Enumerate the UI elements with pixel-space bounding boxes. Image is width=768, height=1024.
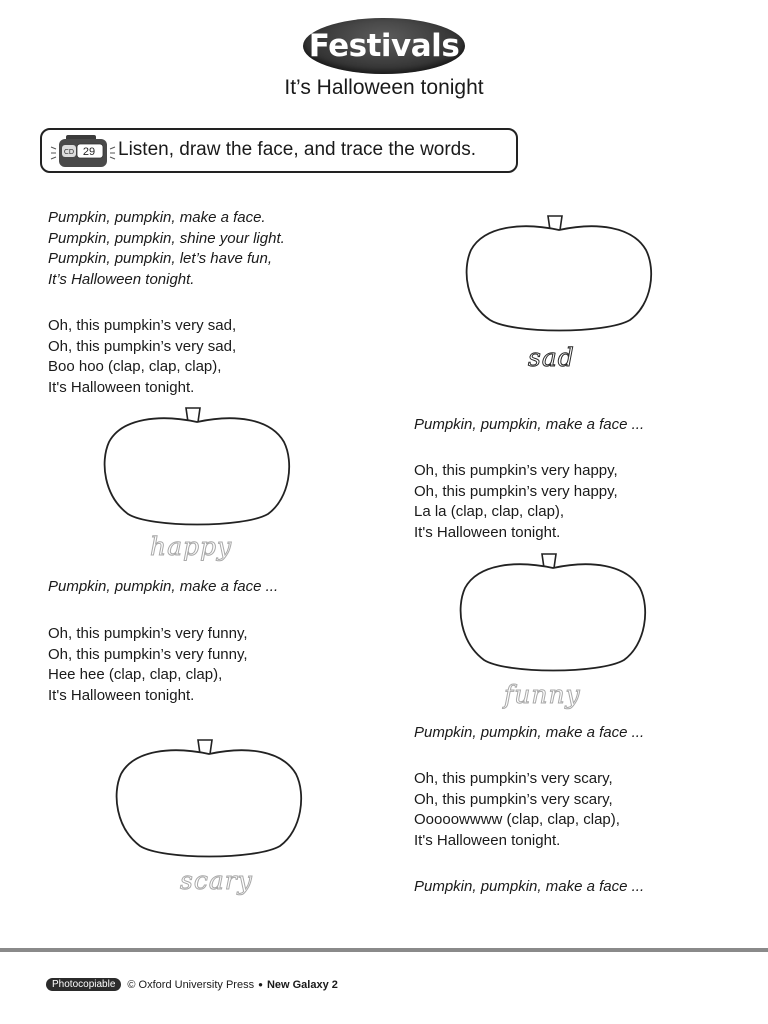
- verse-line: Oh, this pumpkin’s very scary,: [414, 790, 613, 808]
- verse-line: Pumpkin, pumpkin, make a face ...: [48, 578, 279, 595]
- verse-line: It's Halloween tonight.: [48, 378, 195, 396]
- verse-line: Pumpkin, pumpkin, make a face.: [48, 209, 266, 226]
- verse-line: Oh, this pumpkin’s very funny,: [48, 645, 248, 663]
- track-number: 29: [82, 146, 96, 158]
- footer-rule: [0, 948, 768, 952]
- verse-line: Pumpkin, pumpkin, make a face ...: [414, 878, 645, 895]
- verse-line: Oh, this pumpkin’s very sad,: [48, 337, 237, 355]
- verse-line: It's Halloween tonight.: [414, 831, 561, 849]
- verse-line: Oh, this pumpkin’s very happy,: [414, 482, 618, 500]
- chorus-short-1: [48, 577, 278, 598]
- verse-line: La la (clap, clap, clap),: [414, 503, 565, 520]
- verse-line: Oh, this pumpkin’s very happy,: [414, 462, 618, 479]
- trace-word-scary: scary: [180, 866, 253, 895]
- svg-text:CD: CD: [63, 148, 75, 156]
- verse-line: It's Halloween tonight.: [414, 523, 561, 541]
- festivals-badge: [303, 18, 465, 74]
- publisher-text: © Oxford University Press: [127, 978, 255, 991]
- trace-word-funny: funny: [504, 680, 581, 709]
- funny-verse: [48, 624, 248, 706]
- verse-line: Oh, this pumpkin’s very sad,: [48, 317, 237, 334]
- verse-line: Oh, this pumpkin’s very funny,: [48, 625, 248, 642]
- scary-pumpkin-outline: [112, 736, 306, 862]
- book-title: New Galaxy 2: [266, 978, 338, 991]
- verse-line: Pumpkin, pumpkin, make a face ...: [414, 724, 645, 741]
- verse-line: It’s Halloween tonight.: [48, 270, 195, 288]
- verse-line: It's Halloween tonight.: [48, 686, 195, 704]
- chorus-short-2: [414, 415, 644, 436]
- chorus-short-4: [414, 877, 644, 898]
- verse-line: Pumpkin, pumpkin, shine your light.: [48, 229, 285, 247]
- footer-separator: ●: [258, 980, 263, 989]
- verse-line: Pumpkin, pumpkin, make a face ...: [414, 416, 645, 433]
- chorus-short-3: [414, 723, 644, 744]
- verse-line: Boo hoo (clap, clap, clap),: [48, 358, 222, 375]
- verse-line: Oh, this pumpkin’s very scary,: [414, 770, 613, 787]
- sad-pumpkin-outline: [462, 212, 656, 336]
- badge-label: Festivals: [308, 28, 460, 64]
- verse-line: Pumpkin, pumpkin, let’s have fun,: [48, 250, 273, 267]
- instruction-text: Listen, draw the face, and trace the words.: [118, 139, 477, 160]
- instruction-box: [40, 128, 518, 173]
- happy-pumpkin-outline: [100, 404, 294, 530]
- scary-verse: [414, 769, 620, 851]
- chorus-verse: [48, 208, 285, 290]
- verse-line: Ooooowwww (clap, clap, clap),: [414, 811, 620, 828]
- verse-line: Hee hee (clap, clap, clap),: [48, 666, 223, 683]
- photocopiable-badge: Photocopiable: [46, 978, 121, 991]
- trace-word-sad: sad: [528, 343, 575, 372]
- sad-verse: [48, 316, 236, 398]
- funny-pumpkin-outline: [456, 550, 650, 676]
- page-title: It’s Halloween tonight: [284, 76, 484, 99]
- trace-word-happy: happy: [150, 532, 233, 561]
- footer: [46, 978, 338, 991]
- happy-verse: [414, 461, 618, 543]
